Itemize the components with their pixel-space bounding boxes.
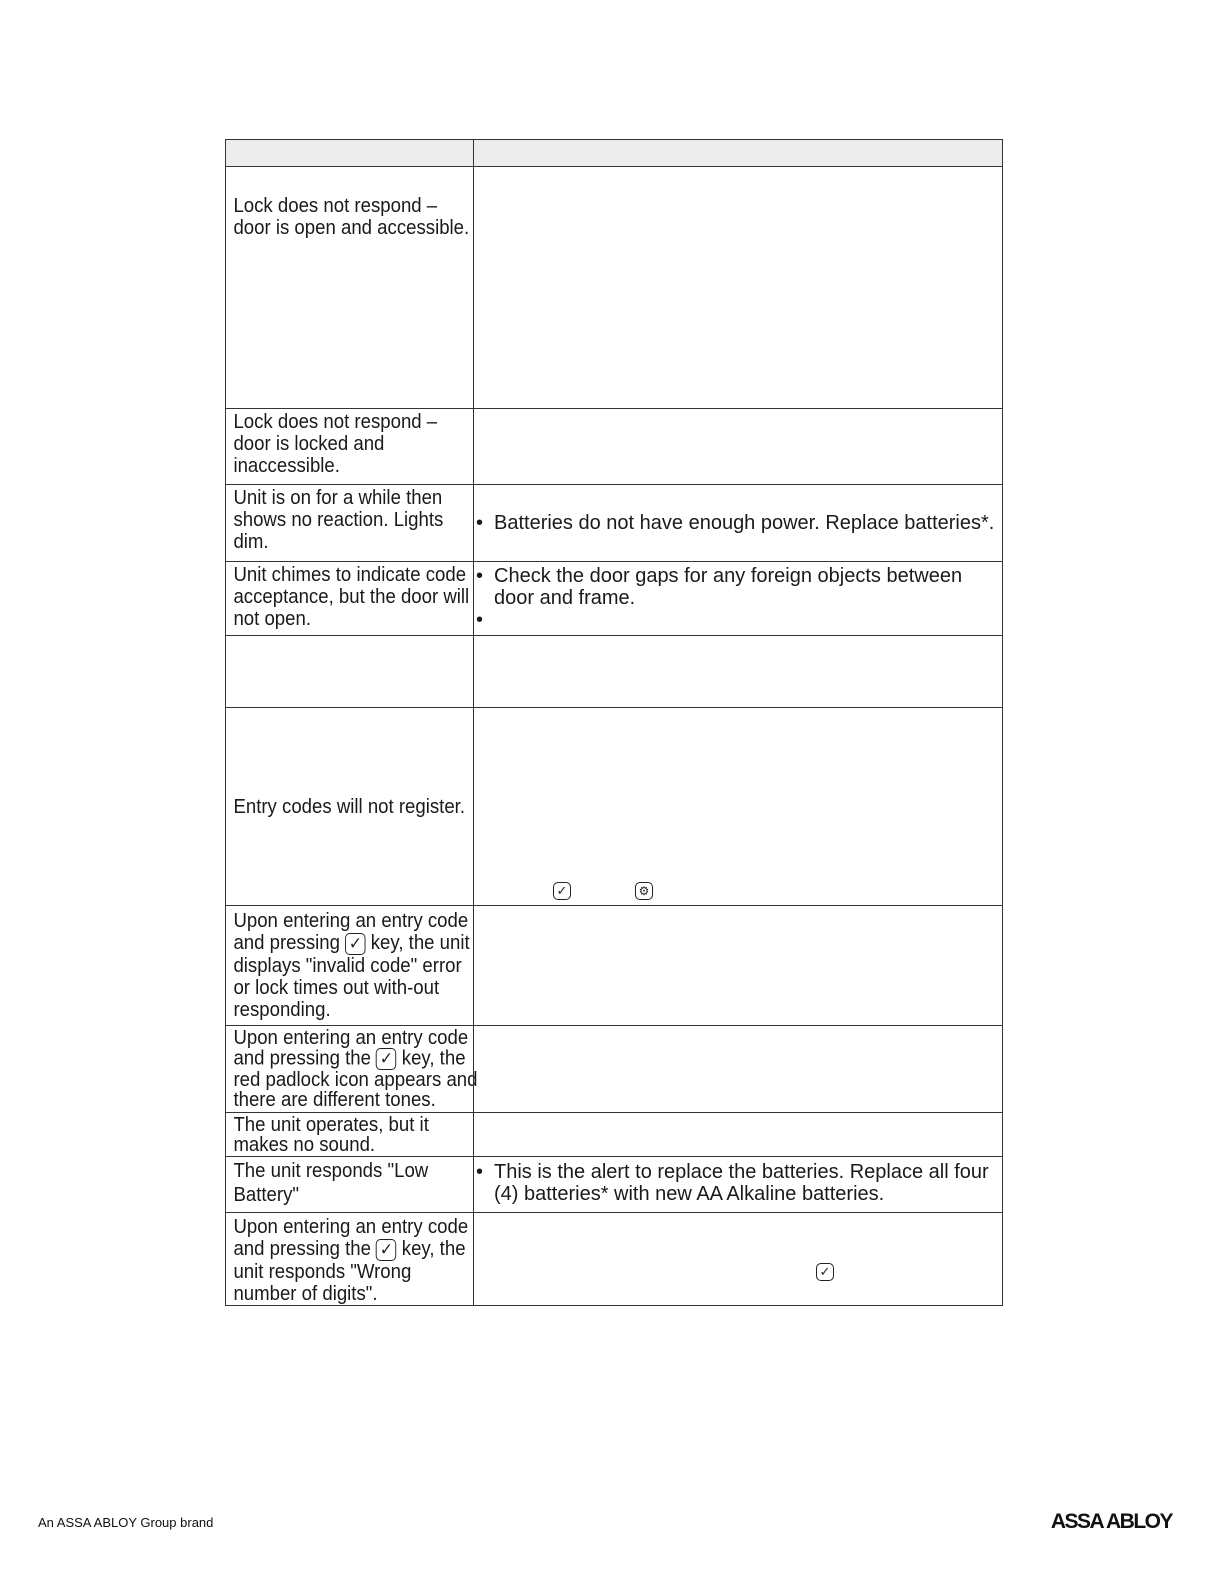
header-solution (474, 140, 1003, 167)
solution-cell (474, 636, 1003, 708)
header-symptom (226, 140, 474, 167)
solution-cell (474, 708, 1003, 906)
symptom-text-part: Upon entering an entry code and pressing the (233, 1027, 469, 1070)
symptom-cell (226, 167, 474, 409)
table-row (226, 708, 1003, 906)
brand-line: An ASSA ABLOY Group brand (38, 1515, 214, 1530)
table-row (226, 636, 1003, 708)
symptom-text-part: Upon entering an entry code and pressing (233, 910, 469, 954)
table-row (226, 409, 1003, 485)
solution-list (474, 562, 1002, 631)
symptom-text: Entry codes will not register. (233, 795, 466, 818)
table-row (226, 1113, 1003, 1157)
table-row (226, 562, 1003, 636)
check-key-icon: ✓ (345, 933, 365, 955)
table-row (226, 906, 1003, 1026)
symptom-text: The unit responds "Low Battery" (233, 1160, 429, 1206)
symptom-text (226, 906, 487, 1021)
check-key-icon: ✓ (376, 1239, 396, 1261)
symptom-text: Unit chimes to indicate code acceptance, but the door will not open. (233, 564, 470, 630)
check-key-icon: ✓ (816, 1263, 834, 1281)
table-row (226, 1213, 1003, 1306)
solution-list (474, 485, 1002, 534)
gear-key-icon: ⚙ (635, 882, 653, 900)
solution-item (474, 609, 1002, 631)
symptom-text-part: key, the unit displays "invalid code" error or lock times out with-out responding. (233, 932, 470, 1021)
table-row (226, 1157, 1003, 1213)
table-row (226, 167, 1003, 409)
symptom-text (226, 1213, 487, 1305)
solution-item: • Batteries do not have enough power. Replace batteries*. (474, 512, 1002, 534)
symptom-text-part: key, the red padlock icon appears and there are different tones. (233, 1047, 478, 1111)
solution-cell (474, 167, 1003, 409)
symptom-cell (226, 708, 474, 906)
symptom-cell (226, 1113, 474, 1157)
check-key-icon: ✓ (376, 1048, 396, 1070)
table-row (226, 485, 1003, 562)
solution-cell (474, 409, 1003, 485)
symptom-text: Lock does not respond – door is locked and inaccessible. (233, 411, 438, 477)
symptom-cell (226, 1026, 478, 1113)
symptom-text: Lock does not respond – door is open and accessible. (233, 195, 470, 239)
symptom-text (226, 636, 473, 638)
solution-item: • Check the door gaps for any foreign objects between door and frame. (474, 565, 1002, 609)
check-key-icon: ✓ (553, 882, 571, 900)
symptom-cell (226, 636, 474, 708)
symptom-cell (226, 1213, 474, 1306)
symptom-text-part: key, the unit responds "Wrong number of digits". (233, 1238, 466, 1305)
solution-cell (474, 1026, 1003, 1113)
symptom-cell (226, 409, 474, 485)
table-row (226, 1026, 1003, 1113)
solution-cell (474, 1113, 1003, 1157)
solution-item: • This is the alert to replace the batteries. Replace all four (4) batteries* with new AA Alkaline batteries. (474, 1161, 1002, 1205)
solution-cell (474, 906, 1003, 1026)
solution-list (474, 1157, 1002, 1205)
table-header-row (226, 140, 1003, 167)
symptom-text: Unit is on for a while then shows no reaction. Lights dim. (233, 487, 444, 553)
symptom-cell (226, 906, 474, 1026)
symptom-cell (226, 485, 474, 562)
troubleshooting-table (225, 139, 1003, 1306)
solution-cell (474, 1213, 1003, 1306)
symptom-text-part: Upon entering an entry code and pressing the (233, 1216, 469, 1260)
solution-cell (474, 485, 1003, 562)
symptom-cell (226, 1157, 474, 1213)
symptom-text (226, 1026, 487, 1110)
symptom-text: The unit operates, but it makes no sound. (233, 1114, 429, 1156)
solution-cell (474, 562, 1003, 636)
solution-cell (474, 1157, 1003, 1213)
symptom-cell (226, 562, 474, 636)
assa-abloy-logo: ASSA ABLOY (1050, 1510, 1172, 1533)
